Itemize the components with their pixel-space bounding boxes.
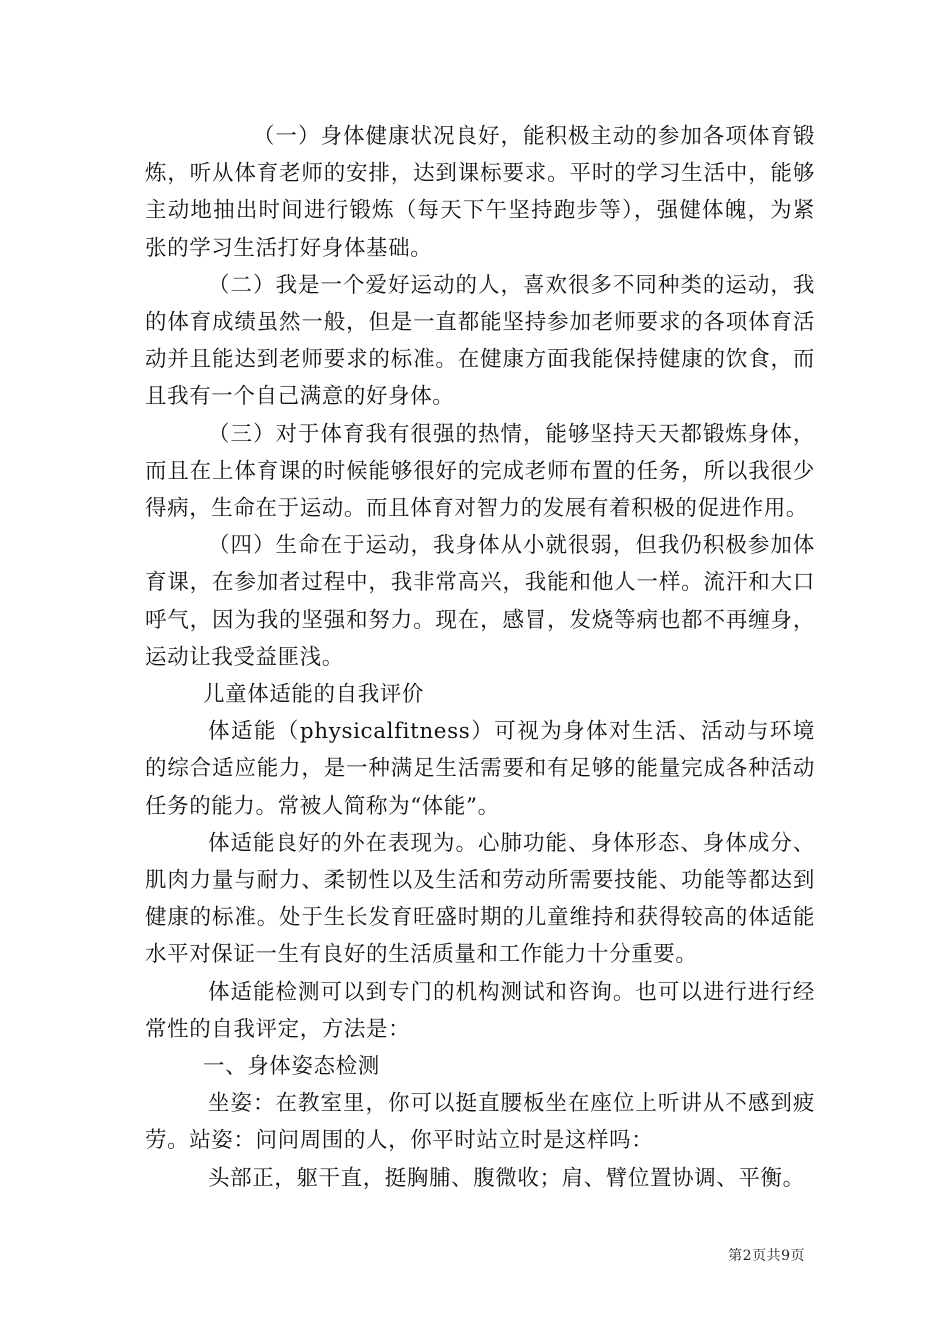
section-title: 儿童体适能的自我评价 [203,682,425,708]
paragraph-persistence: （四）生命在于运动，我身体从小就很弱，但我仍积极参加体育课，在参加者过程中，我非常高兴，我能和他人一样。流汗和大口呼气，因为我的坚强和努力。现在，感冒，发烧等病也都不再缠身，运动让我受益匪浅。 [145,533,815,670]
paragraph-good-fitness: 体适能良好的外在表现为。心肺功能、身体形态、身体成分、肌肉力量与耐力、柔韧性以及生活和劳动所需要技能、功能等都达到健康的标准。处于生长发育旺盛时期的儿童维持和获得较高的体适能水平对保证一生有良好的生活质量和工作能力十分重要。 [145,830,815,968]
document-body [145,118,815,1197]
paragraph-enthusiasm: （三）对于体育我有很强的热情，能够坚持天天都锻炼身体，而且在上体育课的时候能够很好的完成老师布置的任务，所以我很少得病，生命在于运动。而且体育对智力的发展有着积极的促进作用。 [145,421,815,522]
paragraph-testing: 体适能检测可以到专门的机构测试和咨询。也可以进行进行经常性的自我评定，方法是： [145,979,815,1042]
subsection-title: 一、身体姿态检测 [203,1054,380,1080]
page-number: 第2页共9页 [728,1248,805,1264]
paragraph-definition: 体适能（physicalfitness）可视为身体对生活、活动与环境的综合适应能力，是一种满足生活需要和有足够的能量完成各种活动任务的能力。常被人简称为“体能”。 [145,719,815,819]
paragraph-sitting-standing: 坐姿：在教室里，你可以挺直腰板坐在座位上听讲从不感到疲劳。站姿：问问周围的人，你平时站立时是这样吗： [145,1091,815,1154]
paragraph-love-sports: （二）我是一个爱好运动的人，喜欢很多不同种类的运动，我的体育成绩虽然一般，但是一直都能坚持参加老师要求的各项体育活动并且能达到老师要求的标准。在健康方面我能保持健康的饮食，而且我有一个自己满意的好身体。 [145,272,815,410]
paragraph-health-status: （一）身体健康状况良好，能积极主动的参加各项体育锻炼，听从体育老师的安排，达到课标要求。平时的学习生活中，能够主动地抽出时间进行锻炼（每天下午坚持跑步等），强健体魄，为紧张的学习生活打好身体基础。 [145,124,815,261]
paragraph-standing-detail: 头部正，躯干直，挺胸脯、腹微收；肩、臂位置协调、平衡。 [208,1165,805,1191]
